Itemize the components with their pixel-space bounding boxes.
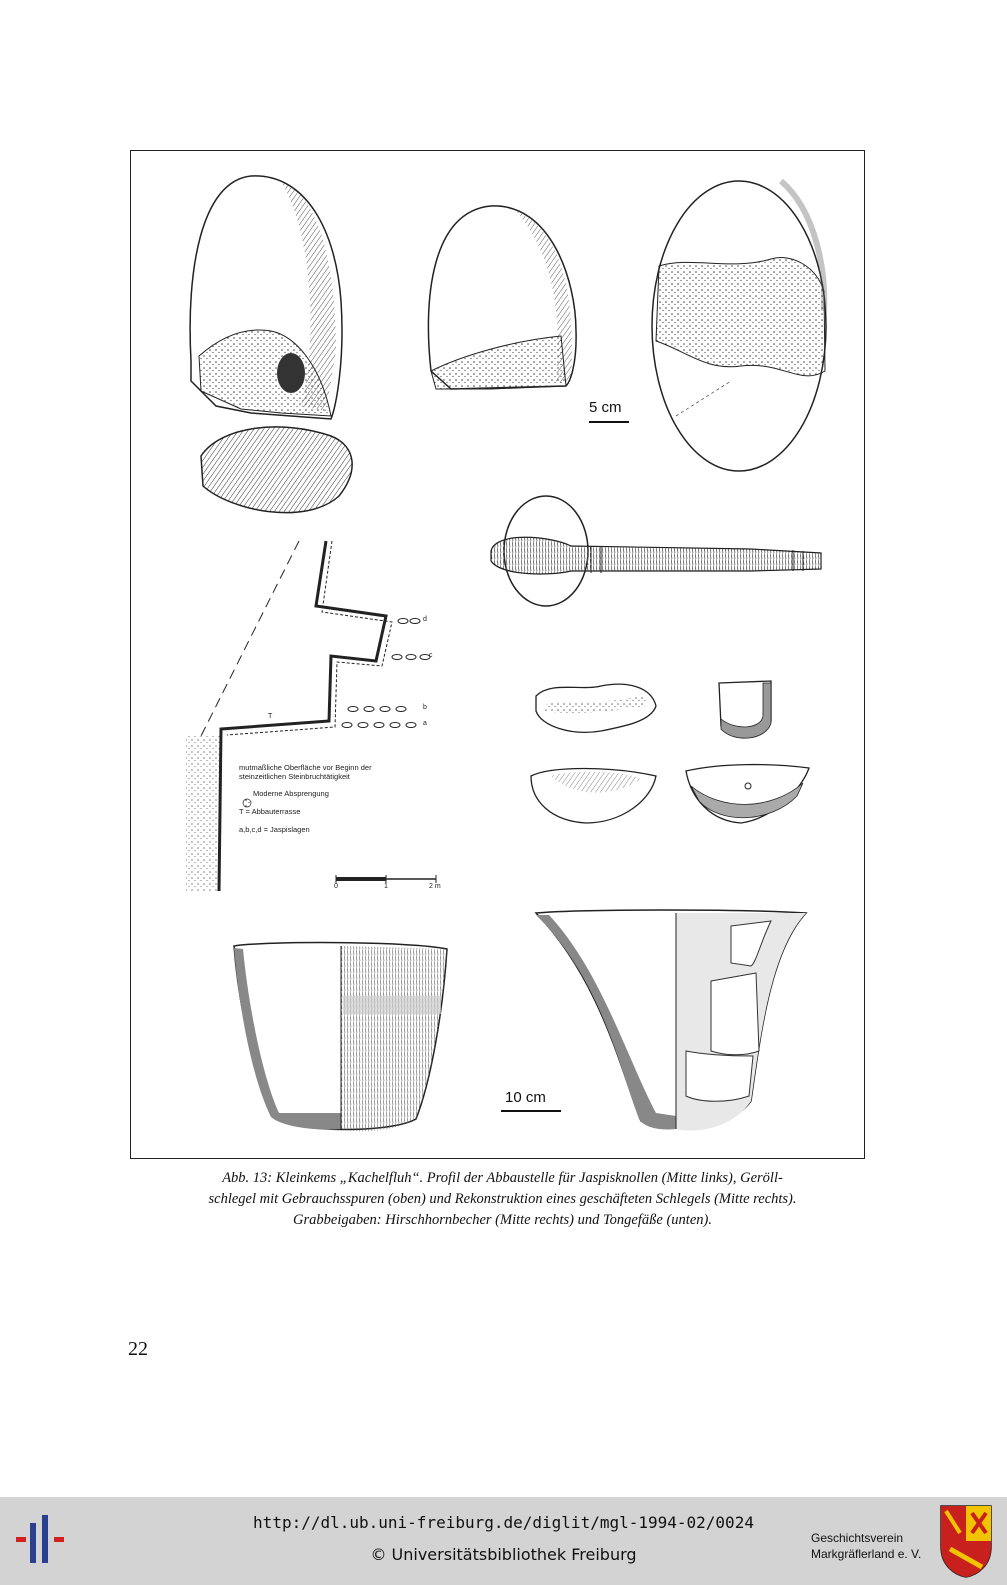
layer-label-d: d bbox=[423, 616, 427, 623]
legend-terrace: T = Abbauterrasse bbox=[239, 806, 301, 816]
pottery-vessel-left bbox=[234, 943, 447, 1132]
society-name bbox=[811, 1530, 921, 1562]
pebble-right bbox=[652, 181, 826, 471]
hammerstone-section bbox=[201, 427, 352, 513]
scale-label-10cm: 10 cm bbox=[505, 1089, 546, 1106]
society-line-1: Geschichtsverein bbox=[811, 1531, 904, 1545]
terrace-marker: T bbox=[268, 713, 273, 720]
footer-bar bbox=[0, 1497, 1007, 1585]
layer-label-c: c bbox=[429, 652, 433, 659]
copyright-text: © Universitätsbibliothek Freiburg bbox=[370, 1545, 637, 1564]
legend-surface-line: mutmaßliche Oberfläche vor Beginn der steinzeitlichen Steinbruchtätigkeit bbox=[239, 763, 372, 781]
hafted-hammer bbox=[491, 496, 821, 606]
metre-scale-0: 0 bbox=[334, 883, 338, 890]
legend-blasting: Moderne Absprengung bbox=[253, 789, 329, 799]
figure-frame bbox=[130, 150, 865, 1159]
metre-scale-1: 1 bbox=[384, 883, 388, 890]
profile-legend bbox=[239, 764, 414, 843]
hammerstone-middle bbox=[428, 206, 576, 389]
page-number: 22 bbox=[128, 1338, 148, 1360]
hammerstone-left bbox=[190, 176, 342, 419]
caption-line-1: Abb. 13: Kleinkems „Kachelfluh“. Profil der Abbaustelle für Jaspisknollen (Mitte links), Geröll- bbox=[222, 1170, 783, 1186]
pottery-vessel-right bbox=[536, 910, 806, 1131]
caption-line-2: schlegel mit Gebrauchsspuren (oben) und Rekonstruktion eines geschäfteten Schlegels (Mitte rechts). bbox=[208, 1191, 797, 1207]
layer-label-a: a bbox=[423, 720, 427, 727]
scale-label-5cm: 5 cm bbox=[589, 399, 622, 416]
layer-label-b: b bbox=[423, 704, 427, 711]
legend-layers: a,b,c,d = Jaspislagen bbox=[239, 824, 310, 834]
archaeology-plate-drawing bbox=[131, 151, 866, 1160]
antler-beakers bbox=[531, 681, 809, 823]
source-url-link[interactable]: http://dl.ub.uni-freiburg.de/diglit/mgl-1994-02/0024 bbox=[253, 1513, 754, 1532]
figure-caption bbox=[120, 1168, 885, 1231]
metre-scale-2: 2 m bbox=[429, 883, 441, 890]
caption-line-3: Grabbeigaben: Hirschhornbecher (Mitte rechts) und Tongefäße (unten). bbox=[293, 1212, 712, 1228]
society-line-2: Markgräflerland e. V. bbox=[811, 1547, 922, 1561]
society-crest-icon bbox=[938, 1503, 994, 1579]
